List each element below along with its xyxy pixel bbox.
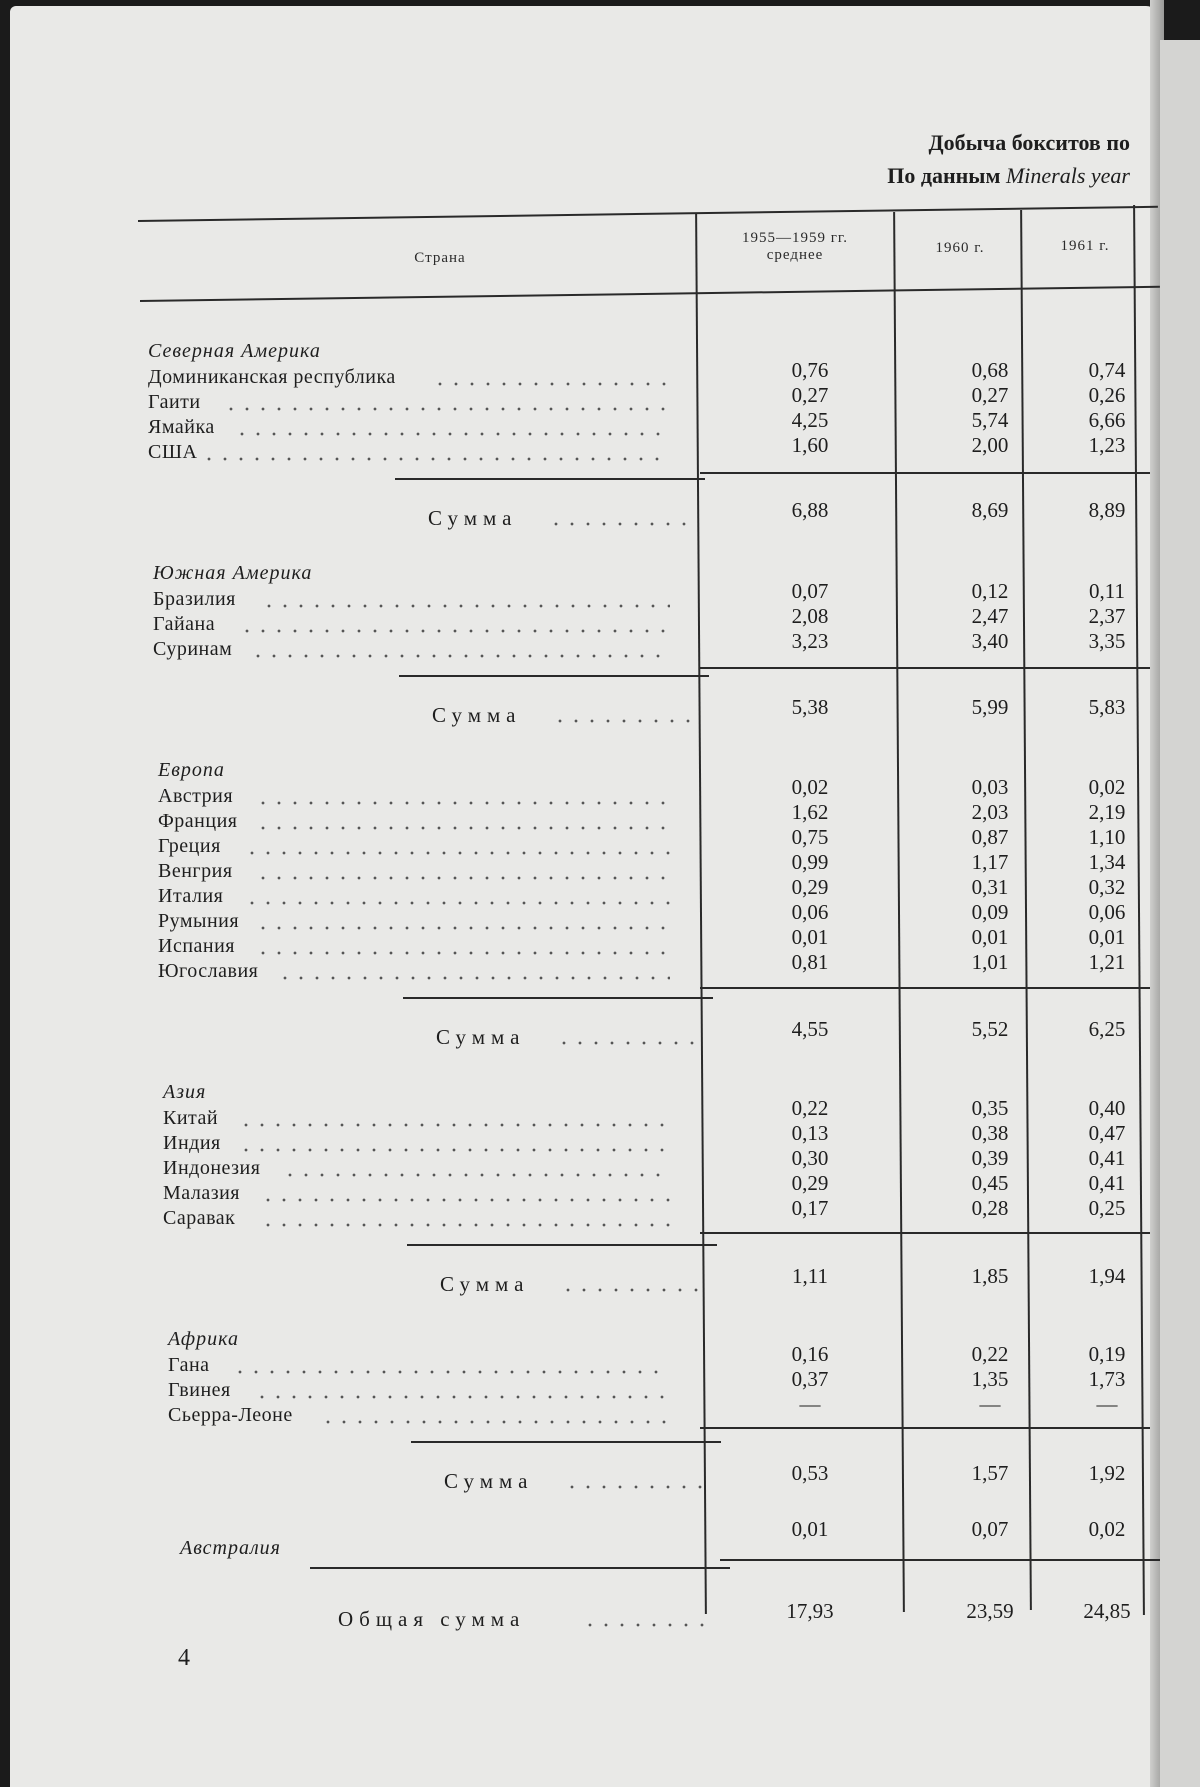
sum-separator-rule	[411, 1441, 721, 1443]
row-separator-rule	[700, 667, 1150, 669]
cell-value: 0,47	[1088, 1121, 1126, 1145]
sum-value: 0,53	[791, 1461, 829, 1485]
cell-value: 1,21	[1088, 950, 1126, 974]
cell-value: 0,22	[971, 1342, 1009, 1366]
cell-value: 1,73	[1088, 1367, 1126, 1391]
cell-value: 3,40	[971, 629, 1009, 653]
header-col3: 1961 г.	[1060, 238, 1110, 254]
country-name: Испания	[158, 935, 236, 957]
leader-dots	[564, 1485, 704, 1489]
leader-dots	[277, 976, 670, 980]
region-name: Азия	[163, 1081, 207, 1103]
cell-value: 2,37	[1088, 604, 1126, 628]
leader-dots	[320, 1420, 670, 1424]
cell-value: 1,62	[791, 800, 829, 824]
country-name: Гаити	[148, 391, 201, 413]
leader-dots	[244, 901, 670, 905]
region-name: Южная Америка	[153, 562, 313, 584]
leader-dots	[255, 826, 670, 830]
leader-dots	[255, 951, 670, 955]
sum-separator-rule	[395, 478, 705, 480]
row-separator-rule	[700, 472, 1150, 474]
cell-value: 0,01	[971, 925, 1009, 949]
sum-value: 6,25	[1088, 1017, 1126, 1041]
country-name: Греция	[158, 835, 221, 857]
cell-value: 1,10	[1088, 825, 1126, 849]
country-name: Индонезия	[163, 1157, 261, 1179]
leader-dots	[552, 719, 692, 723]
sum-value: 1,92	[1088, 1461, 1126, 1485]
leader-dots	[255, 801, 670, 805]
country-name: Суринам	[153, 638, 233, 660]
total-label: Общая сумма	[338, 1607, 526, 1631]
cell-value: 0,01	[791, 1517, 829, 1541]
sum-value: 5,38	[791, 695, 829, 719]
sum-label: Сумма	[428, 506, 518, 530]
region-name: Европа	[158, 759, 225, 781]
row-separator-rule	[700, 1427, 1150, 1429]
cell-value: 0,29	[791, 1171, 829, 1195]
cell-value: 0,06	[791, 900, 829, 924]
cell-value: —	[799, 1392, 821, 1416]
cell-value: 0,39	[971, 1146, 1009, 1170]
sum-value: 1,57	[971, 1461, 1009, 1485]
cell-value: 0,87	[971, 825, 1009, 849]
country-name: Бразилия	[153, 588, 236, 610]
cell-value: —	[979, 1392, 1001, 1416]
sum-value: 1,11	[792, 1264, 828, 1288]
cell-value: 1,23	[1088, 433, 1126, 457]
cell-value: 0,27	[971, 383, 1009, 407]
cell-value: 0,75	[791, 825, 829, 849]
leader-dots	[282, 1173, 670, 1177]
leader-dots	[232, 1370, 670, 1374]
cell-value: 0,27	[791, 383, 829, 407]
sum-value: 4,55	[791, 1017, 829, 1041]
cell-value: 0,81	[791, 950, 829, 974]
cell-value: 0,16	[791, 1342, 829, 1366]
sum-value: 5,83	[1088, 695, 1126, 719]
cell-value: 6,66	[1088, 408, 1126, 432]
cell-value: 0,19	[1088, 1342, 1126, 1366]
sum-label: Сумма	[444, 1469, 534, 1493]
cell-value: 0,41	[1088, 1146, 1126, 1170]
leader-dots	[260, 1198, 670, 1202]
sum-separator-rule	[403, 997, 713, 999]
cell-value: 0,30	[791, 1146, 829, 1170]
row-separator-rule	[720, 1559, 1160, 1561]
cell-value: 0,13	[791, 1121, 829, 1145]
country-name: Гвинея	[168, 1379, 231, 1401]
sum-value: 5,52	[971, 1017, 1009, 1041]
leader-dots	[261, 604, 670, 608]
cell-value: 0,45	[971, 1171, 1009, 1195]
sum-value: 1,94	[1088, 1264, 1126, 1288]
leader-dots	[582, 1623, 712, 1627]
cell-value: 2,08	[791, 604, 829, 628]
country-name: США	[148, 441, 198, 463]
leader-dots	[548, 522, 688, 526]
sum-label: Сумма	[440, 1272, 530, 1296]
total-value: 17,93	[786, 1599, 834, 1623]
country-name: Гайана	[153, 613, 216, 635]
leader-dots	[238, 1148, 670, 1152]
cell-value: 1,17	[971, 850, 1009, 874]
cell-value: 2,19	[1088, 800, 1126, 824]
country-name: Саравак	[163, 1207, 236, 1229]
cell-value: 0,99	[791, 850, 829, 874]
leader-dots	[560, 1288, 700, 1292]
region-name: Австралия	[180, 1537, 281, 1559]
header-country: Страна	[414, 250, 466, 266]
leader-dots	[238, 1123, 670, 1127]
row-separator-rule	[700, 1232, 1150, 1234]
cell-value: 0,12	[971, 579, 1009, 603]
cell-value: 0,74	[1088, 358, 1126, 382]
cell-value: 1,35	[971, 1367, 1009, 1391]
leader-dots	[223, 407, 670, 411]
cell-value: —	[1096, 1392, 1118, 1416]
cell-value: 3,23	[791, 629, 829, 653]
total-separator-rule	[310, 1567, 730, 1569]
country-name: Франция	[158, 810, 238, 832]
next-page-edge	[1160, 40, 1200, 1787]
leader-dots	[255, 876, 670, 880]
cell-value: 0,11	[1089, 579, 1125, 603]
cell-value: 1,60	[791, 433, 829, 457]
cell-value: 0,09	[971, 900, 1009, 924]
sum-separator-rule	[399, 675, 709, 677]
cell-value: 0,76	[791, 358, 829, 382]
table-title: Добыча бокситов по	[928, 130, 1130, 155]
country-name: Доминиканская республика	[148, 366, 396, 388]
cell-value: 0,32	[1088, 875, 1126, 899]
sum-separator-rule	[407, 1244, 717, 1246]
cell-value: 0,35	[971, 1096, 1009, 1120]
region-name: Африка	[168, 1328, 239, 1350]
leader-dots	[234, 432, 670, 436]
leader-dots	[201, 457, 670, 461]
leader-dots	[556, 1041, 696, 1045]
cell-value: 0,28	[971, 1196, 1009, 1220]
leader-dots	[250, 654, 670, 658]
country-name: Ямайка	[148, 416, 215, 438]
cell-value: 0,01	[1088, 925, 1126, 949]
cell-value: 0,38	[971, 1121, 1009, 1145]
leader-dots	[432, 382, 670, 386]
cell-value: 2,47	[971, 604, 1009, 628]
cell-value: 2,03	[971, 800, 1009, 824]
cell-value: 0,25	[1088, 1196, 1126, 1220]
cell-value: 0,02	[1088, 1517, 1126, 1541]
country-name: Венгрия	[158, 860, 233, 882]
country-name: Румыния	[158, 910, 240, 932]
cell-value: 0,06	[1088, 900, 1126, 924]
cell-value: 0,31	[971, 875, 1009, 899]
sum-value: 8,69	[971, 498, 1009, 522]
page-number: 4	[178, 1645, 190, 1671]
cell-value: 3,35	[1088, 629, 1126, 653]
sum-label: Сумма	[432, 703, 522, 727]
cell-value: 0,01	[791, 925, 829, 949]
country-name: Малазия	[163, 1182, 240, 1204]
cell-value: 0,68	[971, 358, 1009, 382]
country-name: Италия	[158, 885, 224, 907]
country-name: Югославия	[158, 960, 259, 982]
cell-value: 0,40	[1088, 1096, 1126, 1120]
cell-value: 0,29	[791, 875, 829, 899]
cell-value: 1,34	[1088, 850, 1126, 874]
cell-value: 1,01	[971, 950, 1009, 974]
cell-value: 4,25	[791, 408, 829, 432]
cell-value: 0,07	[791, 579, 829, 603]
country-name: Гана	[168, 1354, 210, 1376]
cell-value: 0,22	[791, 1096, 829, 1120]
leader-dots	[244, 851, 670, 855]
country-name: Китай	[163, 1107, 219, 1129]
region-name: Северная Америка	[148, 340, 321, 362]
cell-value: 0,02	[791, 775, 829, 799]
header-col1: 1955—1959 гг. среднее	[741, 230, 849, 263]
row-separator-rule	[700, 987, 1150, 989]
sum-value: 1,85	[971, 1264, 1009, 1288]
sum-value: 5,99	[971, 695, 1009, 719]
leader-dots	[239, 629, 670, 633]
total-value: 24,85	[1083, 1599, 1131, 1623]
leader-dots	[254, 1395, 670, 1399]
cell-value: 0,41	[1088, 1171, 1126, 1195]
leader-dots	[260, 1223, 670, 1227]
sum-label: Сумма	[436, 1025, 526, 1049]
country-name: Индия	[163, 1132, 221, 1154]
total-value: 23,59	[966, 1599, 1014, 1623]
country-name: Сьерра-Леоне	[168, 1404, 293, 1426]
cell-value: 2,00	[971, 433, 1009, 457]
cell-value: 0,26	[1088, 383, 1126, 407]
cell-value: 0,37	[791, 1367, 829, 1391]
cell-value: 5,74	[971, 408, 1009, 432]
leader-dots	[255, 926, 670, 930]
country-name: Австрия	[158, 785, 234, 807]
cell-value: 0,02	[1088, 775, 1126, 799]
sum-value: 8,89	[1088, 498, 1126, 522]
sum-value: 6,88	[791, 498, 829, 522]
cell-value: 0,03	[971, 775, 1009, 799]
table-source: По данным Minerals year	[887, 163, 1130, 188]
header-col2: 1960 г.	[935, 240, 985, 256]
cell-value: 0,07	[971, 1517, 1009, 1541]
cell-value: 0,17	[791, 1196, 829, 1220]
